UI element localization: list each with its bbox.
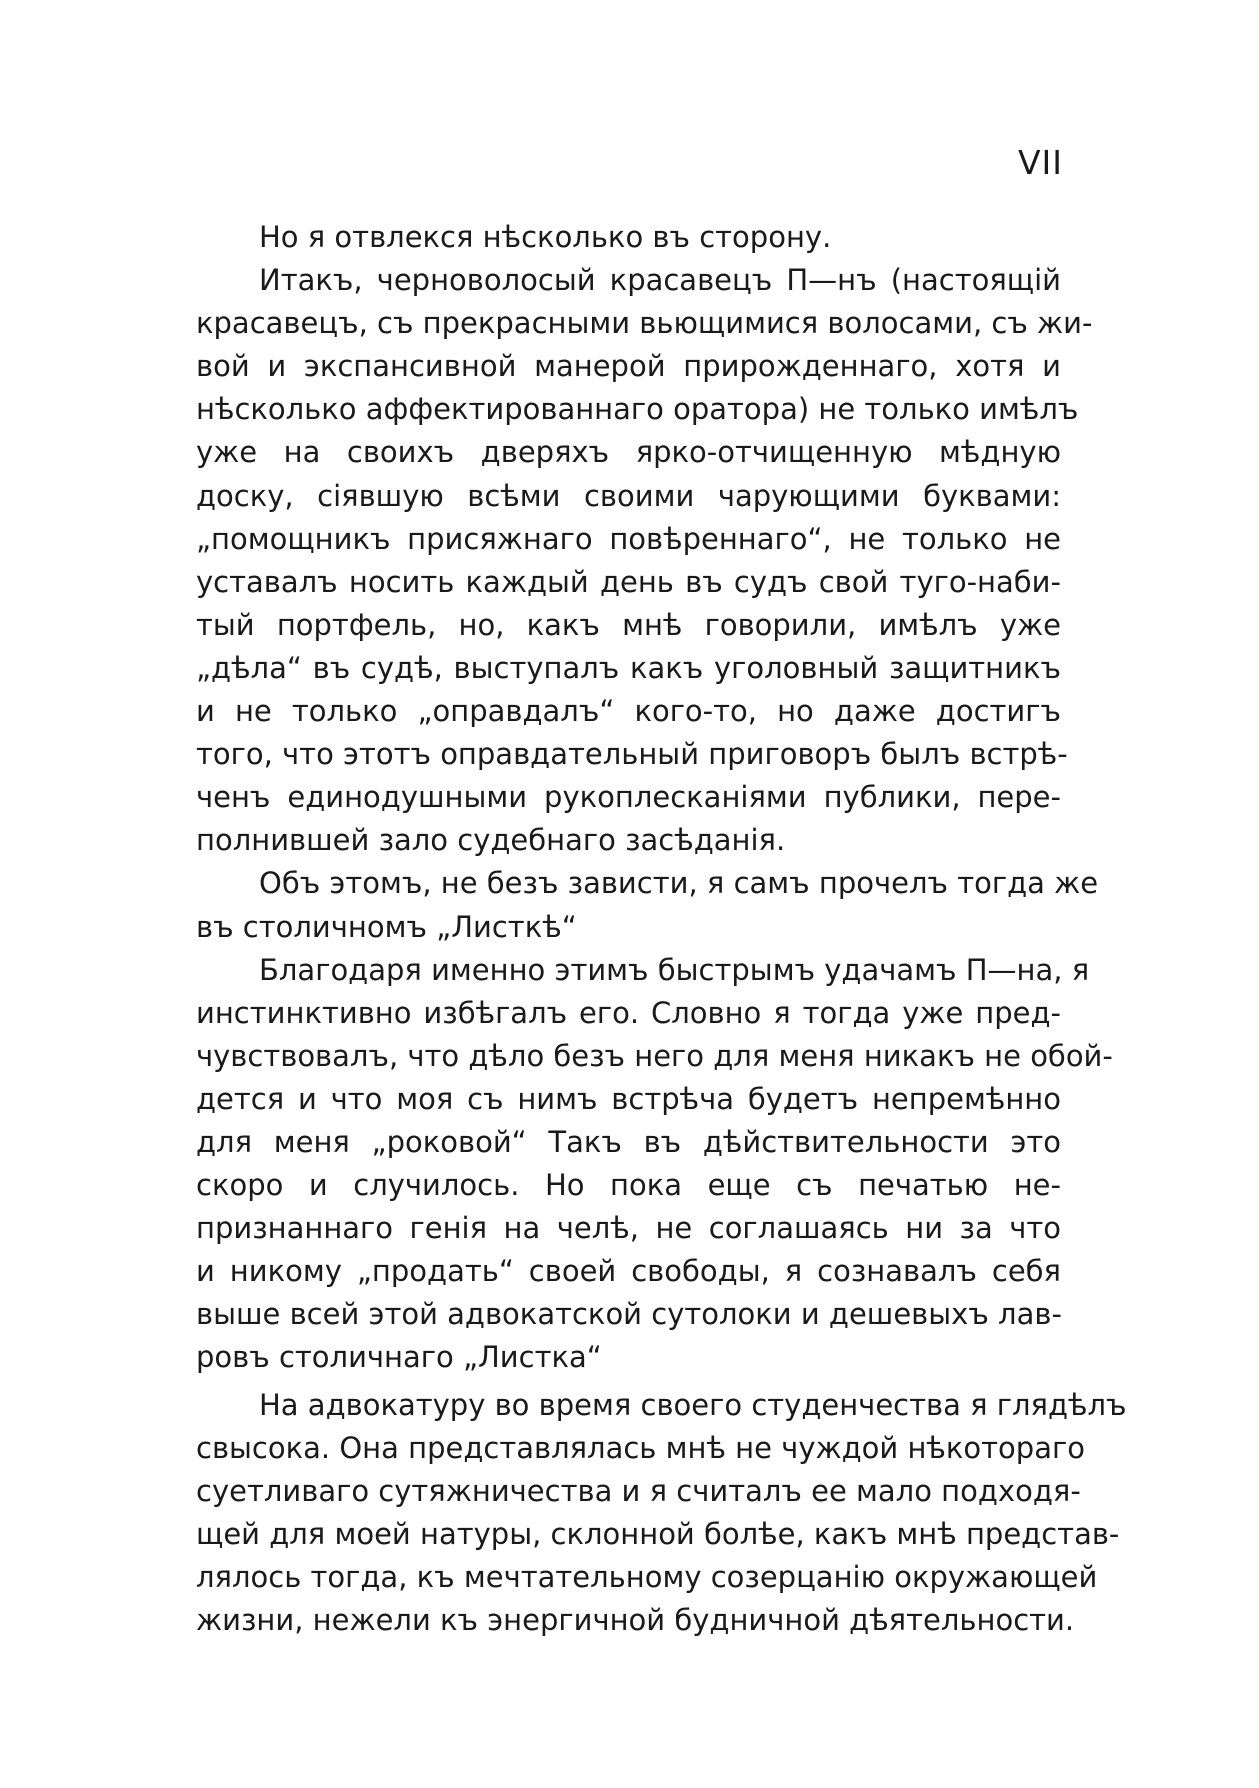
page-number: VII xyxy=(1017,143,1063,182)
body-text xyxy=(196,216,1127,1642)
text-line: Объ этомъ, не безъ зависти, я самъ прочелъ тогда же xyxy=(259,866,1099,901)
text-line: чувствовалъ, что дѣло безъ него для меня никакъ не обой- xyxy=(196,1038,1113,1073)
text-line: уже на своихъ дверяхъ ярко-отчищенную мѣдную xyxy=(196,435,1061,470)
text-line: На адвокатуру во время своего студенчества я глядѣлъ xyxy=(259,1387,1127,1422)
text-line: щей для моей натуры, склонной болѣе, какъ мнѣ представ- xyxy=(196,1516,1120,1551)
text-line: ровъ столичнаго „Листка“ xyxy=(196,1340,602,1375)
text-line: Благодаря именно этимъ быстрымъ удачамъ П—на, я xyxy=(259,952,1090,987)
text-line: и никому „продать“ своей свободы, я сознавалъ себя xyxy=(196,1254,1061,1289)
text-line: того, что этотъ оправдательный приговоръ былъ встрѣ- xyxy=(196,737,1068,772)
text-line: выше всей этой адвокатской сутолоки и дешевыхъ лав- xyxy=(196,1297,1062,1332)
text-line: свысока. Она представлялась мнѣ не чуждой нѣкотораго xyxy=(196,1430,1085,1465)
text-line: скоро и случилось. Но пока еще съ печатью не- xyxy=(196,1168,1061,1203)
text-line: Но я отвлекся нѣсколько въ сторону. xyxy=(259,220,832,254)
text-line: красавецъ, съ прекрасными вьющимися волосами, съ жи- xyxy=(196,306,1093,341)
text-line: доску, сіявшую всѣми своими чарующими буквами: xyxy=(196,478,1061,513)
text-line: и не только „оправдалъ“ кого-то, но даже достигъ xyxy=(196,694,1061,729)
text-line: признаннаго генія на челѣ, не соглашаясь ни за что xyxy=(196,1211,1061,1246)
text-line: „помощникъ присяжнаго повѣреннаго“, не только не xyxy=(196,521,1061,556)
text-line: для меня „роковой“ Такъ въ дѣйствительности это xyxy=(196,1124,1061,1159)
text-line: тый портфель, но, какъ мнѣ говорили, имѣлъ уже xyxy=(196,607,1061,642)
text-line: жизни, нежели къ энергичной будничной дѣятельности. xyxy=(196,1603,1075,1637)
text-line: уставалъ носить каждый день въ судъ свой туго-наби- xyxy=(196,564,1061,599)
text-line: вой и экспансивной манерой прирожденнаго, хотя и xyxy=(196,349,1061,384)
text-line: Итакъ, черноволосый красавецъ П—нъ (настоящій xyxy=(259,263,1061,298)
text-line: нѣсколько аффектированнаго оратора) не только имѣлъ xyxy=(196,392,1079,427)
text-line: полнившей зало судебнаго засѣданія. xyxy=(196,823,786,858)
text-line: ченъ единодушными рукоплесканіями публики, пере- xyxy=(196,780,1061,815)
text-line: инстинктивно избѣгалъ его. Словно я тогда уже пред- xyxy=(196,995,1061,1030)
text-line: дется и что моя съ нимъ встрѣча будетъ непремѣнно xyxy=(196,1081,1061,1116)
text-line: суетливаго сутяжничества и я считалъ ее мало подходя- xyxy=(196,1473,1081,1508)
text-line: лялось тогда, къ мечтательному созерцанію окружающей xyxy=(196,1559,1098,1594)
text-line: „дѣла“ въ судѣ, выступалъ какъ уголовный защитникъ xyxy=(196,650,1061,685)
text-line: въ столичномъ „Листкѣ“ xyxy=(196,909,577,944)
